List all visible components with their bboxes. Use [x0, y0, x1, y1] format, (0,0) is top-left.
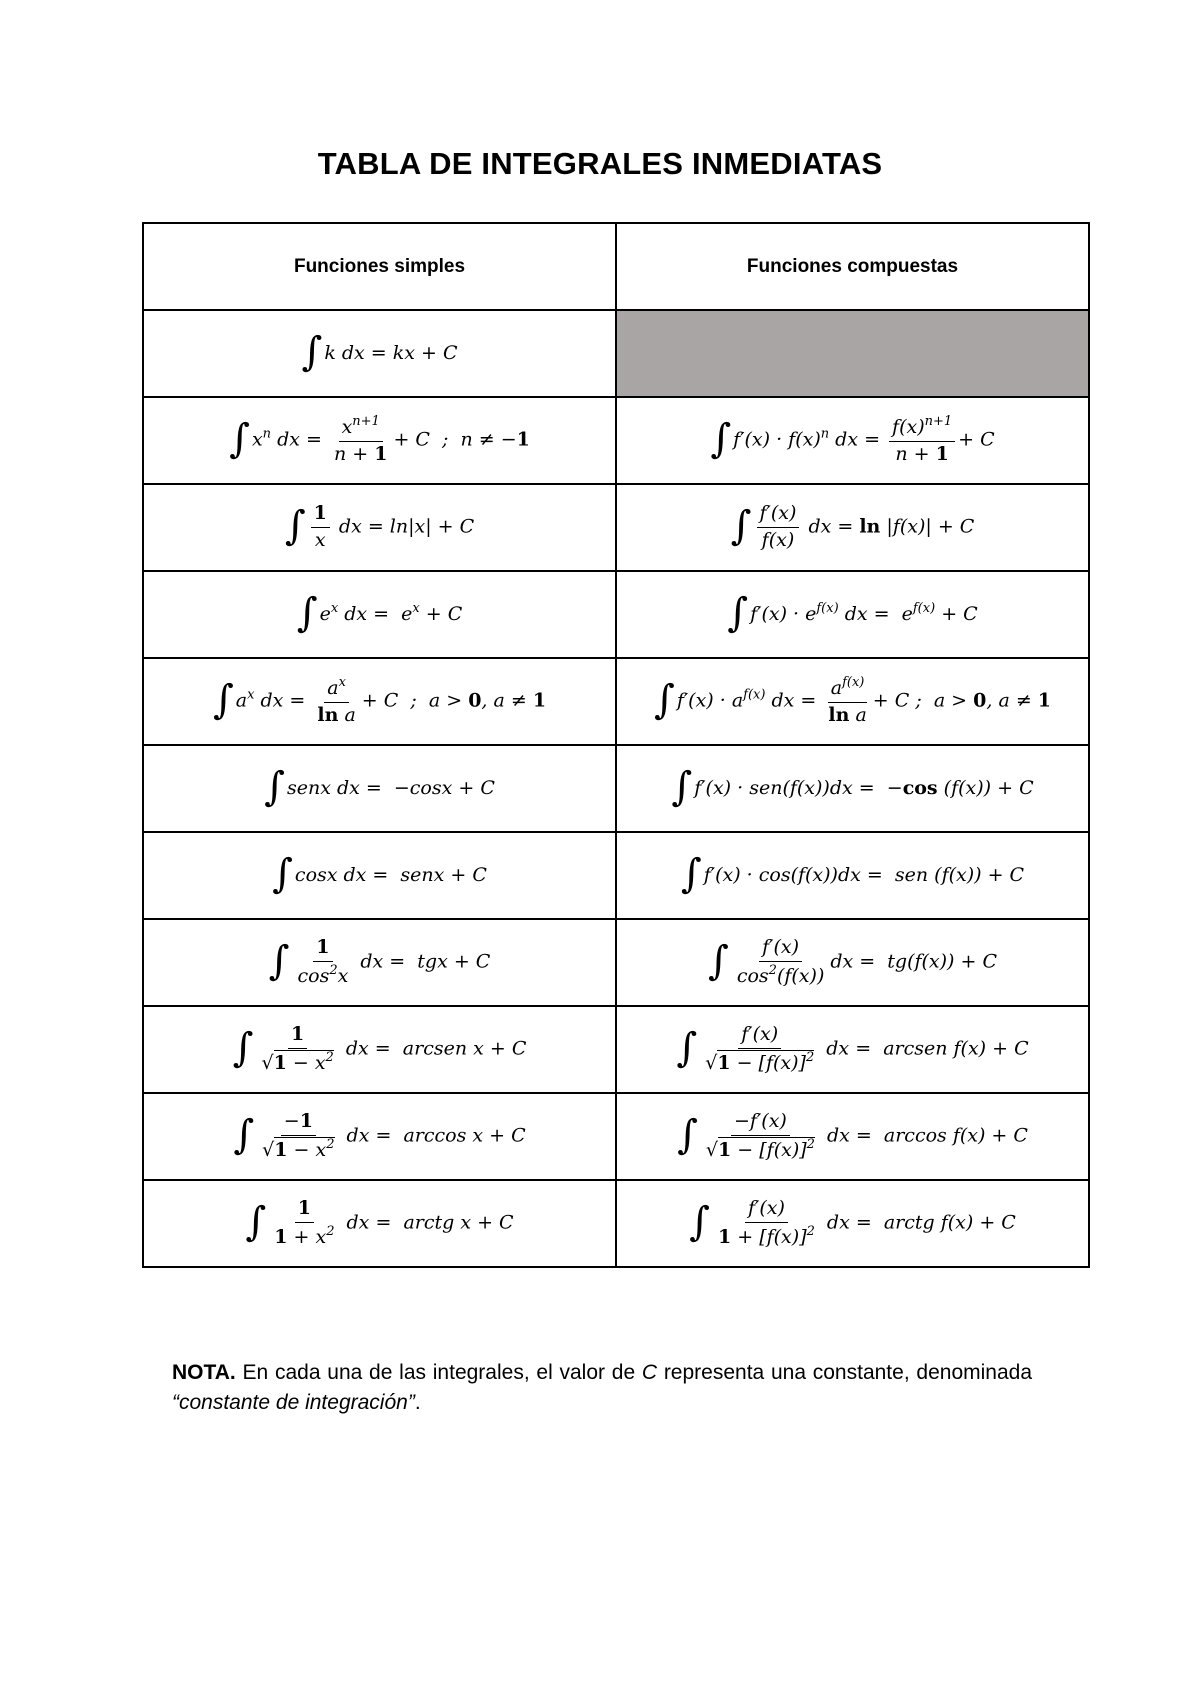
table-row [143, 484, 1089, 571]
formula-arctan-composite: ∫ $\frac{f'(x)}{1 + [f(x)]^2}$ dx = arctg f(x) + C [616, 1180, 1089, 1267]
table-row [143, 1180, 1089, 1267]
formula-log-simple: ∫ $\frac{1}{x}$ dx = ln|x| + C [143, 484, 616, 571]
integral-sign-icon: ∫ [677, 1111, 698, 1158]
table-row [143, 397, 1089, 484]
table-row [143, 832, 1089, 919]
table-row [143, 919, 1089, 1006]
header-composite-functions: Funciones compuestas [616, 223, 1089, 310]
integral-sign-icon: ∫ [710, 415, 732, 462]
formula-arccos-composite: ∫ $\frac{-f'(x)}{√1 - [f(x)]^2}$ dx = arccos f(x) + C [616, 1093, 1089, 1180]
note-text-middle: representa una constante, denominada [657, 1361, 1032, 1384]
formula-cos-composite: ∫ f′(x) · cos(f(x))dx = sen (f(x)) + C [616, 832, 1089, 919]
table-row [143, 1093, 1089, 1180]
page-title: TABLA DE INTEGRALES INMEDIATAS [317, 146, 883, 181]
formula-arctan-simple: ∫ $\frac{1}{1 + x^2}$ dx = arctg x + C [143, 1180, 616, 1267]
table-row [143, 1006, 1089, 1093]
formula-sin-composite: ∫ f′(x) · sen(f(x))dx = −cos (f(x)) + C [616, 745, 1089, 832]
note-paragraph [172, 1358, 1032, 1418]
integral-sign-icon: ∫ [268, 937, 290, 984]
table-row [143, 310, 1089, 397]
integral-sign-icon: ∫ [730, 502, 752, 549]
formula-tan-simple: ∫ $\frac{1}{\cos^2x}$ dx = tgx + C [143, 919, 616, 1006]
empty-cell [616, 310, 1089, 397]
integral-sign-icon: ∫ [284, 502, 306, 549]
table-header-row [143, 223, 1089, 310]
integral-sign-icon: ∫ [212, 676, 234, 723]
formula-exp-a-composite: ∫ $f'(x) \cdot a^{f(x)}$ dx = $\frac{a^{f(x)}}{\text{ln a}}$ + C ; a > 0, a ≠ 1 [616, 658, 1089, 745]
integral-sign-icon: ∫ [676, 1024, 698, 1071]
formula-power-composite: ∫ $f'(x) \cdot f(x)^n$ dx = $\frac{f(x)^{n+1}}{n + 1}$ + C [616, 397, 1089, 484]
formula-tan-composite: ∫ $\frac{f'(x)}{\cos^2(f(x))}$ dx = tg(f(x)) + C [616, 919, 1089, 1006]
integral-sign-icon: ∫ [272, 850, 293, 897]
integral-sign-icon: ∫ [264, 763, 285, 810]
integral-sign-icon: ∫ [301, 328, 323, 375]
formula-cos-simple: ∫ cosx dx = senx + C [143, 832, 616, 919]
integral-sign-icon: ∫ [229, 415, 250, 462]
integral-sign-icon: ∫ [707, 937, 729, 984]
integral-sign-icon: ∫ [653, 676, 675, 723]
formula-exp-simple: ∫ $e^x$ dx = $e^x + C$ [143, 571, 616, 658]
formula-power-simple: ∫ $x^n$ dx = $\frac{x^{n+1}}{n + 1}$ + C ; n ≠ −1 [143, 397, 616, 484]
integrals-table [142, 222, 1090, 1268]
formula-exp-composite: ∫ $f'(x) \cdot e^{f(x)}$ dx = $e^{f(x)} + C$ [616, 571, 1089, 658]
integral-sign-icon: ∫ [671, 763, 693, 810]
note-label: NOTA. [172, 1361, 236, 1384]
note-quoted-term: “constante de integración” [172, 1391, 415, 1414]
formula-constant-simple: ∫ k dx = kx + C [143, 310, 616, 397]
formula-arcsin-composite: ∫ $\frac{f'(x)}{√1 - [f(x)]^2}$ dx = arcsen f(x) + C [616, 1006, 1089, 1093]
formula-exp-a-simple: ∫ $a^x$ dx = $\frac{a^x}{\text{ln a}}$ + C ; a > 0, a ≠ 1 [143, 658, 616, 745]
header-simple-functions: Funciones simples [143, 223, 616, 310]
formula-log-composite: ∫ $\frac{f'(x)}{f(x)}$ dx = ln |f(x)| + C [616, 484, 1089, 571]
table-row [143, 658, 1089, 745]
note-constant-symbol: C [641, 1361, 658, 1384]
formula-sin-simple: ∫ senx dx = −cosx + C [143, 745, 616, 832]
integral-sign-icon: ∫ [680, 850, 702, 897]
note-text-before: En cada una de las integrales, el valor de [235, 1361, 642, 1384]
integral-sign-icon: ∫ [689, 1198, 710, 1245]
integral-sign-icon: ∫ [233, 1111, 255, 1158]
integral-sign-icon: ∫ [296, 589, 318, 636]
integral-sign-icon: ∫ [245, 1198, 267, 1245]
note-text-after: . [414, 1391, 421, 1414]
integral-sign-icon: ∫ [727, 589, 749, 636]
table-row [143, 745, 1089, 832]
table-row [143, 571, 1089, 658]
formula-arccos-simple: ∫ $\frac{-1}{√1 - x^2}$ dx = arccos x + C [143, 1093, 616, 1180]
formula-arcsin-simple: ∫ $\frac{1}{√1 - x^2}$ dx = arcsen x + C [143, 1006, 616, 1093]
integral-sign-icon: ∫ [232, 1024, 254, 1071]
